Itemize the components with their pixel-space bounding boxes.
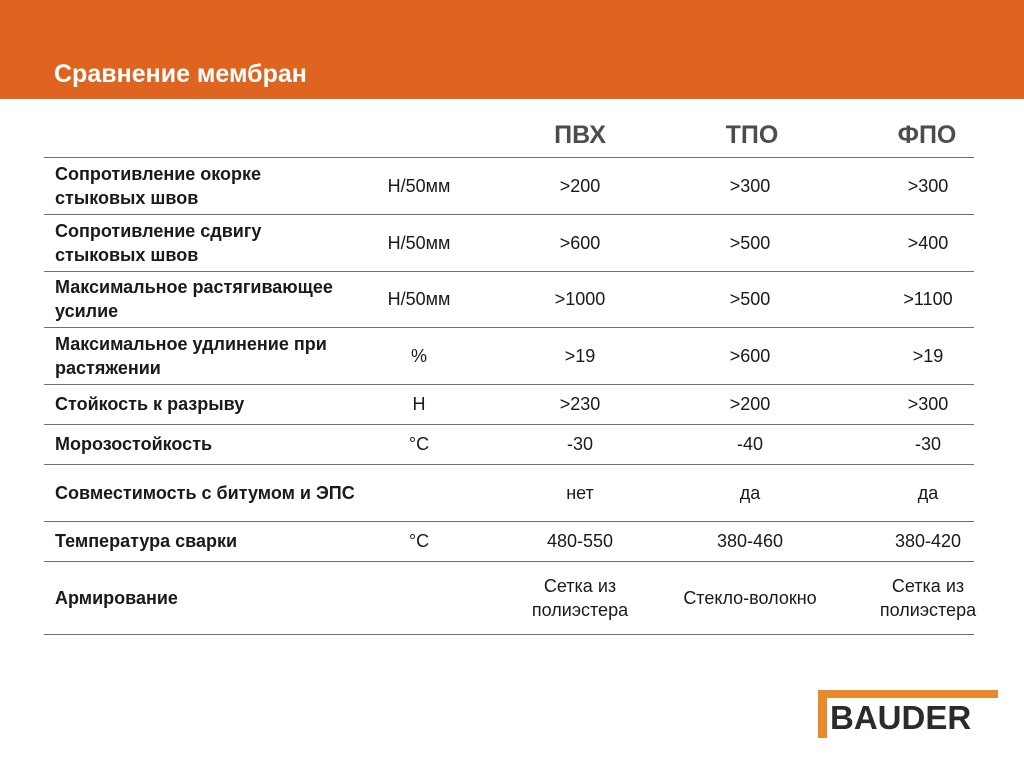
value-fpo: >1100 (903, 289, 953, 309)
value-tpo: да (739, 482, 761, 503)
table-row (44, 327, 974, 384)
row-unit: Н/50мм (387, 289, 451, 309)
value-fpo: >19 (912, 345, 944, 366)
value-tpo: 380-460 (716, 531, 784, 551)
column-header-tpo: ТПО (725, 121, 779, 149)
title-bar (0, 0, 1024, 99)
value-pvc: -30 (566, 434, 593, 454)
row-label: Сопротивление окорке стыковых швов (55, 164, 262, 208)
row-unit: Н (412, 394, 426, 414)
row-unit: % (410, 345, 427, 366)
row-label: Стойкость к разрыву (55, 394, 245, 414)
value-pvc: 480-550 (546, 531, 614, 551)
value-fpo: >400 (907, 232, 949, 253)
table-row (44, 464, 974, 521)
value-pvc: >1000 (554, 289, 606, 309)
value-tpo: >600 (729, 345, 771, 366)
column-header-pvc: ПВХ (554, 121, 606, 149)
logo-wordmark: BAUDER (830, 699, 972, 736)
table-row (44, 424, 974, 464)
row-unit: Н/50мм (387, 176, 451, 196)
value-pvc: нет (566, 482, 594, 503)
value-pvc: >600 (559, 232, 601, 253)
logo-accent-left (818, 690, 827, 738)
value-fpo: -30 (914, 434, 941, 454)
logo-accent-top (818, 690, 998, 698)
value-fpo: Сетка из полиэстера (879, 575, 977, 620)
row-unit: Н/50мм (387, 232, 451, 253)
value-pvc: Сетка из полиэстера (531, 575, 629, 620)
table-row (44, 214, 974, 271)
table-row (44, 521, 974, 561)
table-row (44, 158, 974, 214)
value-tpo: >200 (729, 394, 771, 414)
table-row (44, 384, 974, 424)
value-tpo: Стекло-волокно (683, 587, 817, 608)
table-row (44, 561, 977, 634)
row-label: Сопротивление сдвигу стыковых швов (55, 220, 262, 265)
column-header-fpo: ФПО (897, 121, 957, 149)
row-unit: °С (408, 531, 430, 551)
value-tpo: >300 (729, 176, 771, 196)
row-unit: °С (408, 434, 430, 454)
row-unit (344, 464, 494, 521)
value-pvc: >230 (559, 394, 601, 414)
value-pvc: >19 (564, 345, 596, 366)
row-label: Морозостойкость (55, 434, 213, 454)
row-label: Совместимость с битумом и ЭПС (55, 482, 355, 503)
row-label: Температура сварки (55, 531, 238, 551)
bauder-logo (818, 690, 998, 738)
row-divider (44, 634, 974, 635)
value-fpo: 380-420 (894, 531, 962, 551)
page-title: Сравнение мембран (54, 60, 307, 88)
value-fpo: да (917, 482, 939, 503)
value-tpo: -40 (736, 434, 763, 454)
row-label: Максимальное удлинение при растяжении (55, 333, 327, 378)
row-label: Армирование (55, 587, 178, 608)
table-row (44, 271, 974, 327)
row-label: Максимальное растягивающее усилие (55, 277, 333, 321)
value-tpo: >500 (729, 289, 771, 309)
value-fpo: >300 (907, 394, 949, 414)
value-fpo: >300 (907, 176, 949, 196)
value-tpo: >500 (729, 232, 771, 253)
value-pvc: >200 (559, 176, 601, 196)
row-unit (344, 561, 494, 634)
